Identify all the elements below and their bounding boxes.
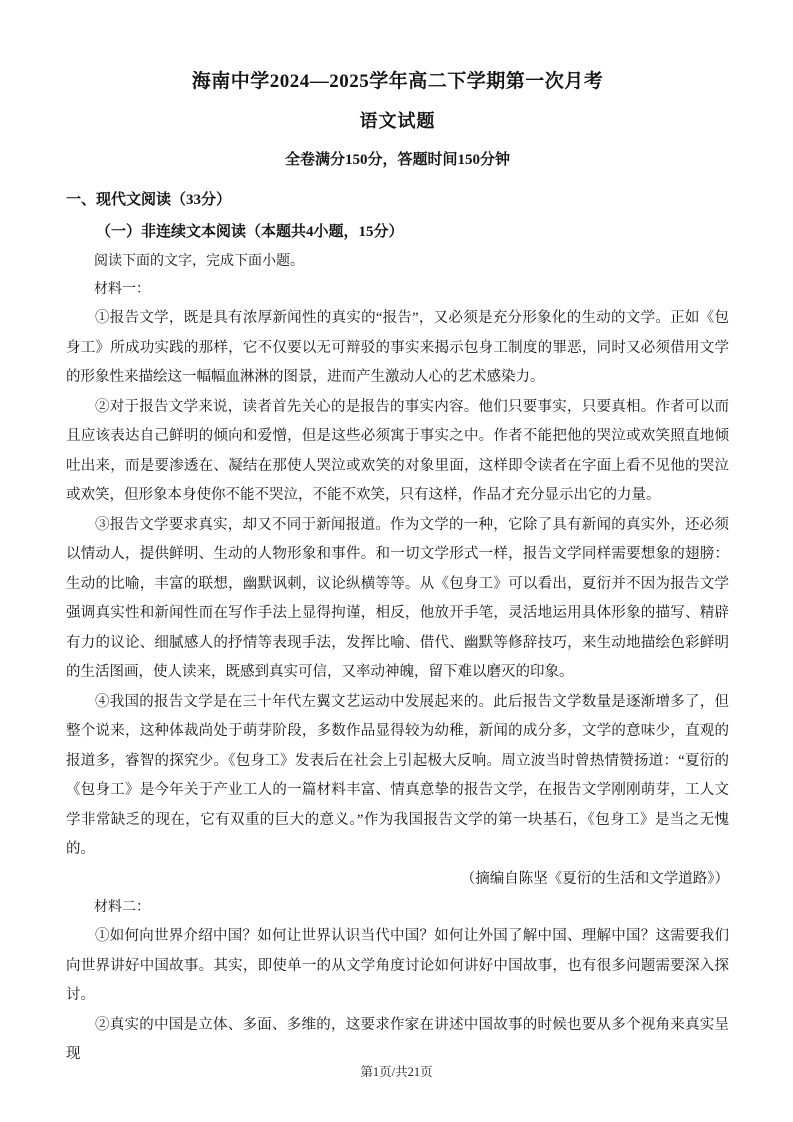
material-2-label: 材料二： — [94, 900, 150, 915]
source-attribution: （摘编自陈坚《夏衍的生活和文学道路》） — [460, 870, 729, 887]
material-2-paragraph-2: ②真实的中国是立体、多面、多维的，这要求作家在讲述中国故事的时候也要从多个视角来真实呈现 — [66, 1016, 729, 1062]
material-2-paragraph-1: ①如何向世界介绍中国？如何让世界认识当代中国？如何让外国了解中国、理解中国？这需要我们向世界讲好中国故事。其实，即使单一的从文学角度讨论如何讲好中国故事，也有很多问题需要深入探讨。 — [66, 928, 729, 1003]
exam-info-line: 全卷满分150分，答题时间150分钟 — [284, 152, 510, 168]
material-1-paragraph-1: ①报告文学，既是具有浓厚新闻性的真实的“报告”，又必须是充分形象化的生动的文学。正如《包身工》所成功实践的那样，它不仅要以无可辩驳的事实来揭示包身工制度的罪恶，同时又必须借用文学的形象性来描绘这一幅幅血淋淋的图景，进而产生激动人心的艺术感染力。 — [66, 310, 729, 385]
material-1-paragraph-2: ②对于报告文学来说，读者首先关心的是报告的事实内容。他们只要事实，只要真相。作者可以而且应该表达自己鲜明的倾向和爱憎，但是这些必须寓于事实之中。作者不能把他的哭泣或欢笑照直地倾吐出来，而是要渗透在、凝结在那使人哭泣或欢笑的对象里面，这样即令读者在字面上看不见他的哭泣或欢笑，但形象本身使你不能不哭泣，不能不欢笑，只有这样，作品才充分显示出它的力量。 — [66, 398, 729, 503]
exam-title: 海南中学2024—2025学年高二下学期第一次月考 — [191, 71, 604, 92]
exam-subject: 语文试题 — [359, 111, 436, 131]
material-1-label: 材料一： — [94, 282, 150, 297]
reading-instruction: 阅读下面的文字，完成下面小题。 — [94, 254, 304, 269]
page-number-footer: 第1页/共21页 — [360, 1065, 433, 1079]
section-heading-modern-reading: 一、现代文阅读（33分） — [66, 192, 232, 208]
material-1-paragraph-4: ④我国的报告文学是在三十年代左翼文艺运动中发展起来的。此后报告文学数量是逐渐增多了，但整个说来，这种体裁尚处于萌芽阶段，多数作品显得较为幼稚，新闻的成分多，文学的意味少，直观的报道多，睿智的探究少。《包身工》发表后在社会上引起极大反响。周立波当时曾热情赞扬道：“夏衍的《包身工》是今年关于产业工人的一篇材料丰富、情真意挚的报告文学，在报告文学刚刚萌芽，工人文学非常缺乏的现在，它有双重的巨大的意义。”作为我国报告文学的第一块基石，《包身工》是当之无愧的。 — [66, 693, 729, 857]
material-1-paragraph-3: ③报告文学要求真实，却又不同于新闻报道。作为文学的一种，它除了具有新闻的真实外，还必须以情动人，提供鲜明、生动的人物形象和事件。和一切文学形式一样，报告文学同样需要想象的翅膀：生动的比喻，丰富的联想，幽默讽刺，议论纵横等等。从《包身工》可以看出，夏衍并不因为报告文学强调真实性和新闻性而在写作手法上显得拘谨，相反，他放开手笔，灵活地运用具体形象的描写、精辟有力的议论、细腻感人的抒情等表现手法，发挥比喻、借代、幽默等修辞技巧，来生动地描绘色彩鲜明的生活图画，使人读来，既感到真实可信，又率动神魄，留下难以磨灭的印象。 — [66, 516, 729, 680]
subsection-heading-noncontinuous-text: （一）非连续文本阅读（本题共4小题，15分） — [96, 224, 404, 240]
